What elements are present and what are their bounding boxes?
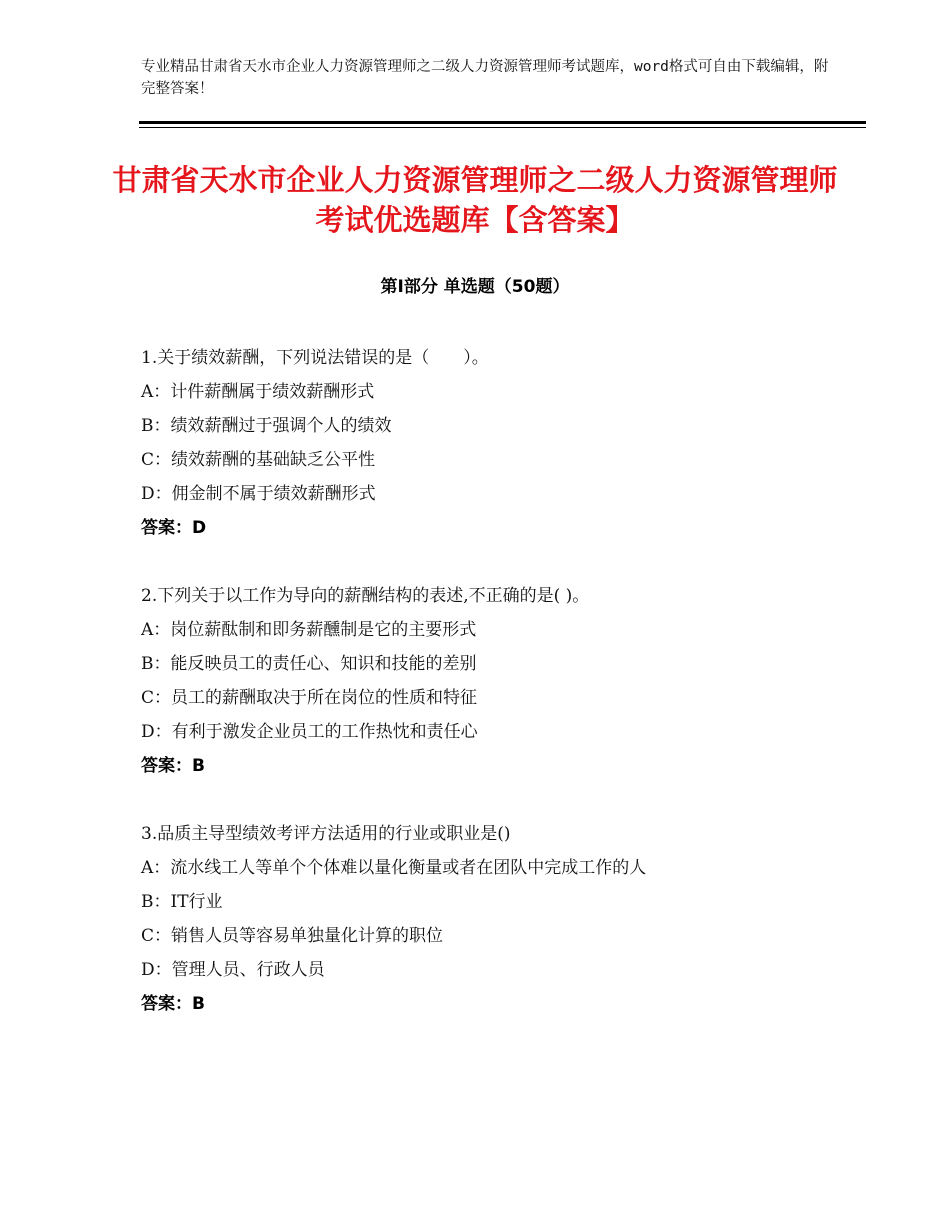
header-rule-thin [139,127,866,128]
option-c: C：员工的薪酬取决于所在岗位的性质和特征 [141,688,478,708]
section-title: 第Ⅰ部分 单选题（50题） [380,277,570,297]
header-note: 专业精品甘肃省天水市企业人力资源管理师之二级人力资源管理师考试题库，word格式可自由下载编辑，附完整答案！ [141,59,829,97]
answer-label: 答案： [141,518,192,538]
option-c: C：绩效薪酬的基础缺乏公平性 [141,450,376,470]
question-stem: 2.下列关于以工作为导向的薪酬结构的表述,不正确的是( )。 [141,586,590,606]
answer-line [141,749,861,783]
answer-label: 答案： [141,756,192,776]
option-a: A：流水线工人等单个个体难以量化衡量或者在团队中完成工作的人 [141,858,647,878]
option-d: D：佣金制不属于绩效薪酬形式 [141,484,376,504]
option-b: B：绩效薪酬过于强调个人的绩效 [141,416,392,436]
answer-value: D [192,518,207,538]
question-stem: 1.关于绩效薪酬，下列说法错误的是（ ）。 [141,348,489,368]
answer-value: B [192,994,205,1014]
question-stem: 3.品质主导型绩效考评方法适用的行业或职业是() [141,824,511,844]
option-b: B：能反映员工的责任心、知识和技能的差别 [141,654,477,674]
question-list [141,341,861,1055]
option-d: D：管理人员、行政人员 [141,960,325,980]
question-3 [141,817,861,1021]
answer-line [141,987,861,1021]
option-a: A：计件薪酬属于绩效薪酬形式 [141,382,375,402]
option-c: C：销售人员等容易单独量化计算的职位 [141,926,444,946]
option-d: D：有利于激发企业员工的工作热忱和责任心 [141,722,478,742]
option-a: A：岗位薪酞制和即务薪醺制是它的主要形式 [141,620,477,640]
document-title: 甘肃省天水市企业人力资源管理师之二级人力资源管理师考试优选题库【含答案】 [112,163,838,237]
option-b: B：IT行业 [141,892,223,912]
question-2 [141,579,861,783]
answer-line [141,511,861,545]
answer-label: 答案： [141,994,192,1014]
answer-value: B [192,756,205,776]
question-1 [141,341,861,545]
header-rule-thick [139,121,866,124]
